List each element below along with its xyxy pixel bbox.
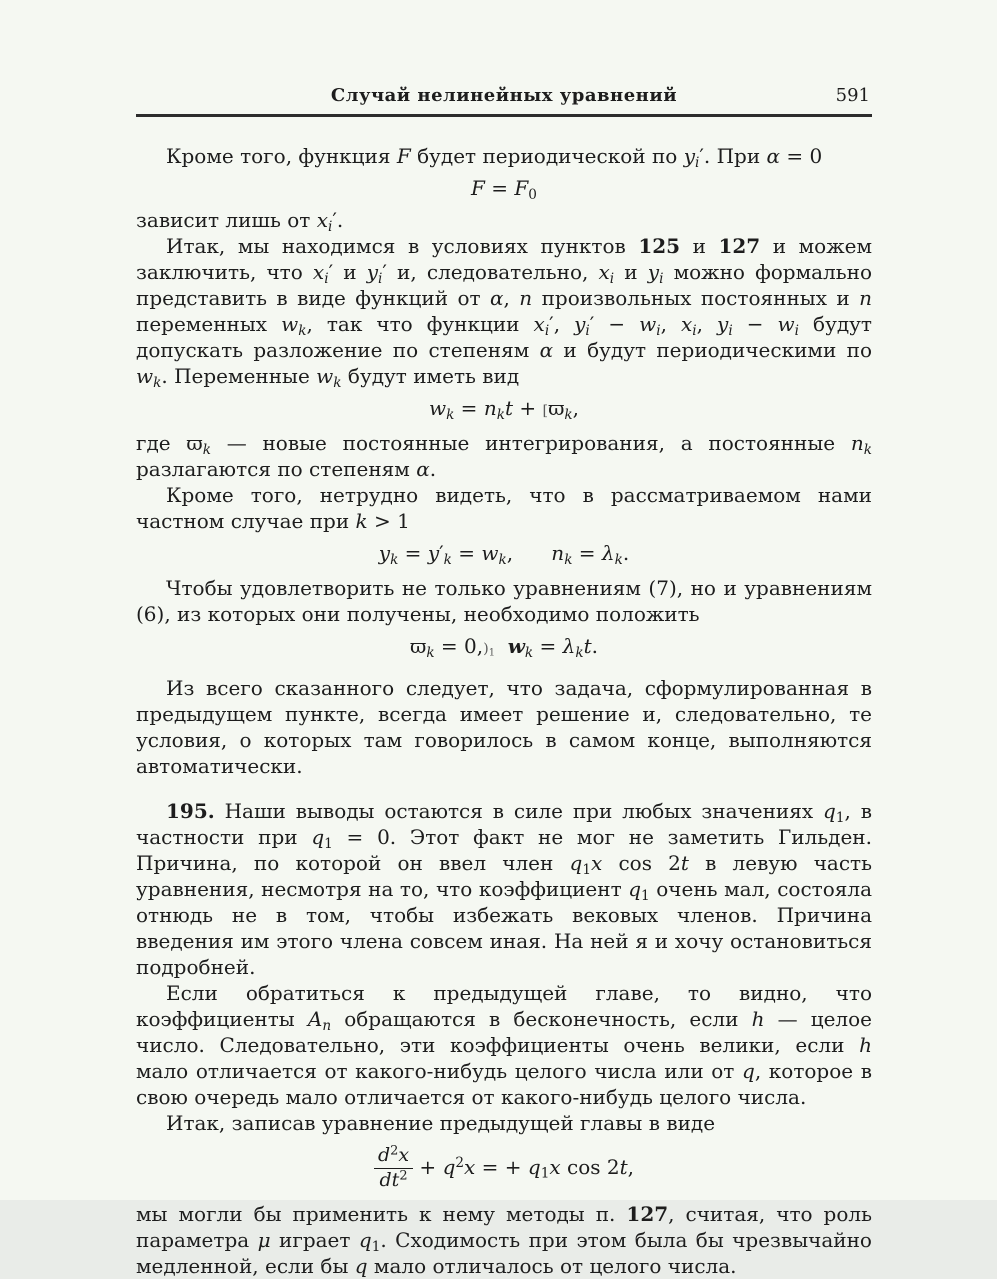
paragraph-gde-postoyannye: где $ϖ_k$ — новые постоянные интегрирования, а постоянные $n_k$ разлагаются по степеням α. bbox=[136, 431, 872, 481]
paragraph-krome-netrudno: Кроме того, нетрудно видеть, что в рассматриваемом нами частном случае при k > 1 bbox=[136, 483, 872, 533]
paragraph-chtoby: Чтобы удовлетворить не только уравнениям (7), но и уравнениям (6), из которых они получены, необходимо положить bbox=[136, 576, 872, 626]
body-text bbox=[136, 143, 872, 1279]
paragraph-iz-vsego: Из всего сказанного следует, что задача, сформулированная в предыдущем пункте, всегда имеет решение и, следовательно, те условия, о которых там говорилось в самом конце, выполняются автоматически. bbox=[136, 676, 872, 778]
page-number: 591 bbox=[835, 85, 870, 106]
paragraph-krome-togo: Кроме того, функция F будет периодической по $y_i'$. При α = 0 bbox=[166, 144, 823, 171]
formula-wk-nkt: $w_k = n_kt + [ϖ_k$, bbox=[428, 396, 580, 423]
formula-f-equals-f0: $F = F_0$ bbox=[471, 176, 537, 203]
paragraph-195-vyvody: 195. Наши выводы остаются в силе при любых значениях $q_1$, в частности при $q_1 = 0$. Этот факт не мог не заметить Гильден. Причина, по которой он ввел член $q_1x$ cos 2t в левую часть уравнения, несмотря на то, что коэффициент $q_1$ очень мал, состояла отнюдь не в том, чтобы избежать вековых членов. Причина введения им этого члена совсем иная. На ней я и хочу остановиться подробней. bbox=[136, 799, 872, 979]
paragraph-esli-obratitsya: Если обратиться к предыдущей главе, то видно, что коэффициенты $A_n$ обращаются в бесконечность, если h — целое число. Следовательно, эти коэффициенты очень велики, если h мало отличается от какого-нибудь целого числа или от q, которое в свою очередь мало отличается от какого-нибудь целого числа. bbox=[136, 981, 873, 1109]
formula-yk-wk-lambda: $y_k = y'_k = w_k$, $n_k = \lambda_k$. bbox=[378, 541, 630, 568]
running-head-title: Случай нелинейных уравнений bbox=[330, 85, 678, 106]
paragraph-itak-zapisav: Итак, записав уравнение предыдущей главы в виде bbox=[166, 1111, 716, 1135]
formula-pomega-zero: $ϖ_k = 0,)_1$ $w_k = \lambda_kt$. bbox=[410, 634, 598, 661]
page-content bbox=[136, 84, 872, 1279]
paragraph-zavisit: зависит лишь от $x_i'$. bbox=[136, 208, 344, 235]
paragraph-my-mogli-by: мы могли бы применить к нему методы п. 127, считая, что роль параметра μ играет $q_1$. Сходимость при этом была бы чрезвычайно медленной, если бы q мало отличалось от целого числа. bbox=[136, 1201, 872, 1278]
running-head bbox=[136, 84, 872, 110]
paragraph-itak-punkty: Итак, мы находимся в условиях пунктов 125 и 127 и можем заключить, что $x_i'$ и $y_i'$ и, следовательно, $x_i$ и $y_i$ можно формально представить в виде функций от α, n произвольных постоянных и n переменных $w_k$, так что функции $x_i'$, $y_i' - w_i$, $x_i$, $y_i - w_i$ будут допускать разложение по степеням α и будут периодическими по $w_k$. Переменные $w_k$ будут иметь вид bbox=[136, 234, 873, 391]
equation-d2x-dt2: $\frac{d^2x}{dt^2}$ + $q^2x$ = + $q_1x$ cos 2t, bbox=[136, 1146, 872, 1191]
header-rule bbox=[136, 114, 872, 117]
